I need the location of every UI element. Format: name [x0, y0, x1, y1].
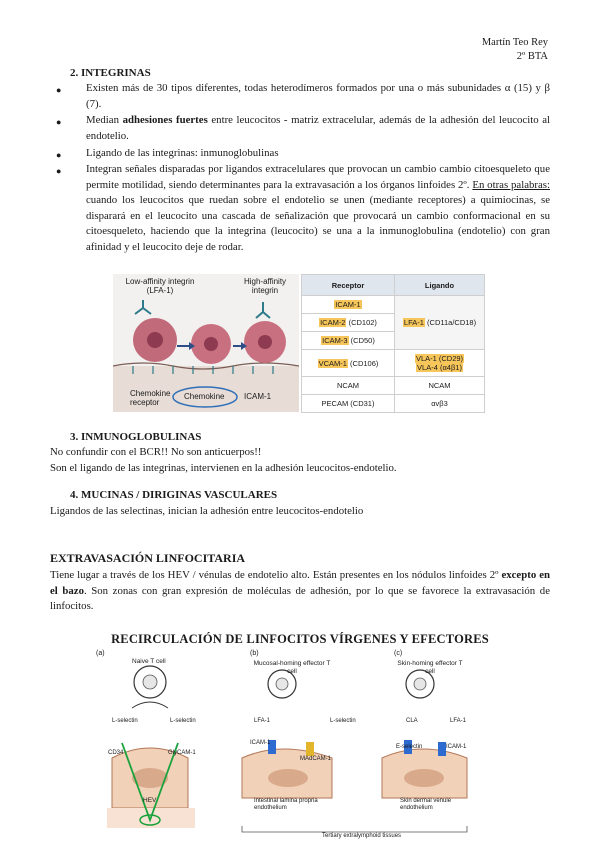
- mucosal-cell-label: Mucosal-homing effector T cell: [253, 660, 331, 675]
- lymphocyte-recirculation-figure: [92, 648, 502, 844]
- high-affinity-integrin-label: High-affinity integrin: [243, 277, 287, 295]
- integrinas-bullet-2: Median adhesiones fuertes entre leucocitos - matriz extracelular, además de la adhesión del leucocito al endotelio.: [86, 114, 551, 142]
- inmunoglobulinas-line-1: No confundir con el BCR!! No son anticuerpos!!: [50, 446, 262, 458]
- icam-1-label-c: ICAM-1: [446, 744, 467, 750]
- l-selectin-label-b: L-selectin: [330, 718, 356, 724]
- recirculation-figure-title: RECIRCULACIÓN DE LINFOCITOS VÍRGENES Y EFECTORES: [111, 632, 489, 646]
- low-affinity-integrin-label: Low-affinity integrin (LFA-1): [125, 277, 195, 295]
- table-row: NCAM NCAM: [302, 377, 485, 395]
- panel-a-label: (a): [96, 650, 105, 657]
- skin-endothelium-label: Skin dermal venule endothelium: [400, 798, 452, 811]
- course-year: 2º BTA: [516, 51, 548, 62]
- table-row: ICAM-1 LFA-1 (CD11a/CD18): [302, 296, 485, 314]
- table-header-ligando: Ligando: [395, 275, 485, 296]
- section-integrinas-title: 2. INTEGRINAS: [70, 67, 151, 79]
- tertiary-tissues-label: Tertiary extralymphoid tissues: [322, 833, 402, 839]
- table-row: ICAM-3 (CD50): [302, 332, 485, 350]
- integrinas-bullet-4: Integran señales disparadas por ligandos extracelulares que provocan un cambio cambio citoesqueleto que permite motilidad, siendo determinantes para la extravasación a los órganos linfoides 2º. En otras palabras: cuando los leucocitos que ruedan sobre el endotelio se unen (mediante receptores) a quimiocinas, se disparará en el leucocito una cascada de señalización que provocará un cambio conformacional en su citoesqueleto, haciendo que la integrina (leucocito) se una a la inmunoglobulina (endotelio) con gran afinidad y el leucocito deje de rodar.: [86, 163, 550, 253]
- chemokine-receptor-label: Chemokine receptor: [130, 389, 171, 407]
- chemokine-label: Chemokine: [184, 392, 225, 401]
- skin-cell-label: Skin-homing effector T cell: [397, 660, 463, 675]
- intestinal-endothelium-label: Intestinal lamina propria endothelium: [254, 798, 318, 811]
- naive-t-cell-label: Naive T cell: [132, 658, 166, 665]
- panel-b-label: (b): [250, 650, 259, 657]
- icam-1-label-b: ICAM-1: [250, 740, 271, 746]
- panel-c-label: (c): [394, 650, 403, 657]
- section-inmunoglobulinas-title: 3. INMUNOGLOBULINAS: [70, 431, 202, 443]
- table-row: ICAM-2 (CD102): [302, 314, 485, 332]
- integrinas-bullet-1: Existen más de 30 tipos diferentes, todas heterodímeros formados por una o más subunidades α (15) y β (7).: [86, 82, 550, 110]
- lfa-1-label-c: LFA-1: [450, 718, 467, 724]
- madcam-1-label: MAdCAM-1: [300, 756, 332, 762]
- extravasacion-paragraph: Tiene lugar a través de los HEV / vénulas de endotelio alto. Están presentes en los nódulos linfoides 2º excepto en el bazo. Son zonas con gran expresión de moléculas de adhesión, por lo que se favorece la extravasación de linfocitos.: [50, 569, 550, 612]
- bullet-icon: ●: [56, 85, 62, 95]
- hev-label: HEV: [143, 797, 157, 804]
- bullet-icon: ●: [56, 166, 62, 176]
- glycam-1-label: GlyCAM-1: [168, 750, 196, 756]
- table-row: PECAM (CD31) αvβ3: [302, 395, 485, 413]
- bullet-icon: ●: [56, 150, 62, 160]
- mucinas-line-1: Ligandos de las selectinas, inician la adhesión entre leucocitos-endotelio: [50, 505, 364, 517]
- extravasacion-title: EXTRAVASACIÓN LINFOCITARIA: [50, 551, 246, 565]
- l-selectin-label: L-selectin: [112, 718, 138, 724]
- icam-1-label: ICAM-1: [244, 392, 272, 401]
- lfa-1-label: LFA-1: [254, 718, 271, 724]
- cla-label: CLA: [406, 718, 418, 724]
- l-selectin-label-2: L-selectin: [170, 718, 196, 724]
- table-header-receptor: Receptor: [302, 275, 395, 296]
- cd34-label: CD34: [108, 750, 124, 756]
- section-mucinas-title: 4. MUCINAS / DIRIGINAS VASCULARES: [70, 489, 278, 501]
- e-selectin-label: E-selectin: [396, 744, 423, 750]
- inmunoglobulinas-line-2: Son el ligando de las integrinas, intervienen en la adhesión leucocitos-endotelio.: [50, 462, 397, 474]
- integrinas-bullet-3: Ligando de las integrinas: inmunoglobulinas: [86, 147, 279, 159]
- author-name: Martín Teo Rey: [481, 37, 548, 48]
- receptor-ligand-table: [301, 274, 485, 413]
- table-row: VCAM-1 (CD106) VLA-1 (CD29) VLA-4 (α4β1): [302, 350, 485, 377]
- bullet-icon: ●: [56, 117, 62, 127]
